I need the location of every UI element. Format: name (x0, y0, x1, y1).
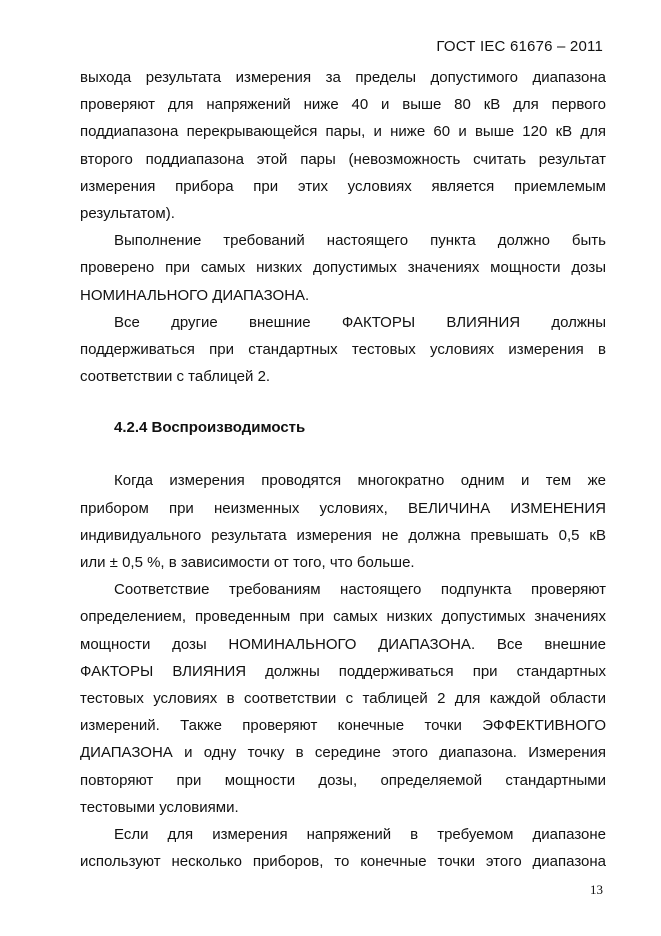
text-line: поддерживаться при стандартных тестовых условиях измерения в (80, 341, 606, 359)
text-line: НОМИНАЛЬНОГО ДИАПАЗОНА. (80, 286, 310, 304)
paragraph-multiple-instruments (80, 821, 606, 875)
text-line: ФАКТОРЫ ВЛИЯНИЯ должны поддерживаться при стандартных (80, 662, 606, 680)
text-line: второго поддиапазона этой пары (невозможность считать результат (80, 150, 606, 168)
text-line: проверено при самых низких допустимых значениях мощности дозы (80, 259, 606, 277)
text-line: проверяют для напряжений ниже 40 и выше 80 кВ для первого (80, 96, 606, 114)
text-line: Выполнение требований настоящего пункта должно быть (114, 232, 606, 250)
page-number: 13 (590, 882, 603, 897)
text-line: повторяют при мощности дозы, определяемой стандартными (80, 771, 606, 789)
paragraph-influence-factors (80, 309, 606, 391)
page-body (80, 64, 606, 875)
text-line: тестовых условиях в соответствии с таблицей 2 для каждой области (80, 690, 606, 708)
text-line: индивидуального результата измерения не должна превышать 0,5 кВ (80, 526, 606, 544)
text-line: тестовыми условиями. (80, 798, 239, 816)
text-line: Все другие внешние ФАКТОРЫ ВЛИЯНИЯ должны (114, 313, 606, 331)
text-line: соответствии с таблицей 2. (80, 368, 271, 386)
text-line: или ± 0,5 %, в зависимости от того, что больше. (80, 554, 415, 572)
document-header: ГОСТ IEC 61676 – 2011 (436, 38, 603, 55)
text-line: выхода результата измерения за пределы допустимого диапазона (80, 69, 606, 86)
text-line: используют несколько приборов, то конечные точки этого диапазона (80, 853, 606, 871)
text-line: определением, проведенным при самых низких допустимых значениях (80, 608, 606, 626)
paragraph-verification (80, 227, 606, 309)
text-line: ДИАПАЗОНА и одну точку в середине этого диапазона. Измерения (80, 744, 606, 762)
text-line: мощности дозы НОМИНАЛЬНОГО ДИАПАЗОНА. Все внешние (80, 635, 606, 653)
paragraph-compliance (80, 576, 606, 821)
text-line: Соответствие требованиям настоящего подпункта проверяют (114, 581, 606, 599)
text-line: результатом). (80, 205, 175, 223)
text-line: прибором при неизменных условиях, ВЕЛИЧИНА ИЗМЕНЕНИЯ (80, 499, 606, 517)
paragraph-continuation (80, 64, 606, 227)
text-line: Когда измерения проводятся многократно одним и тем же (114, 472, 606, 490)
section-heading: 4.2.4 Воспроизводимость (114, 419, 306, 437)
text-line: измерения прибора при этих условиях является приемлемым (80, 177, 606, 195)
text-line: измерений. Также проверяют конечные точки ЭФФЕКТИВНОГО (80, 717, 606, 735)
paragraph-reproducibility (80, 467, 606, 576)
text-line: поддиапазона перекрывающейся пары, и ниже 60 и выше 120 кВ для (80, 123, 606, 141)
text-line: Если для измерения напряжений в требуемом диапазоне (114, 826, 606, 844)
